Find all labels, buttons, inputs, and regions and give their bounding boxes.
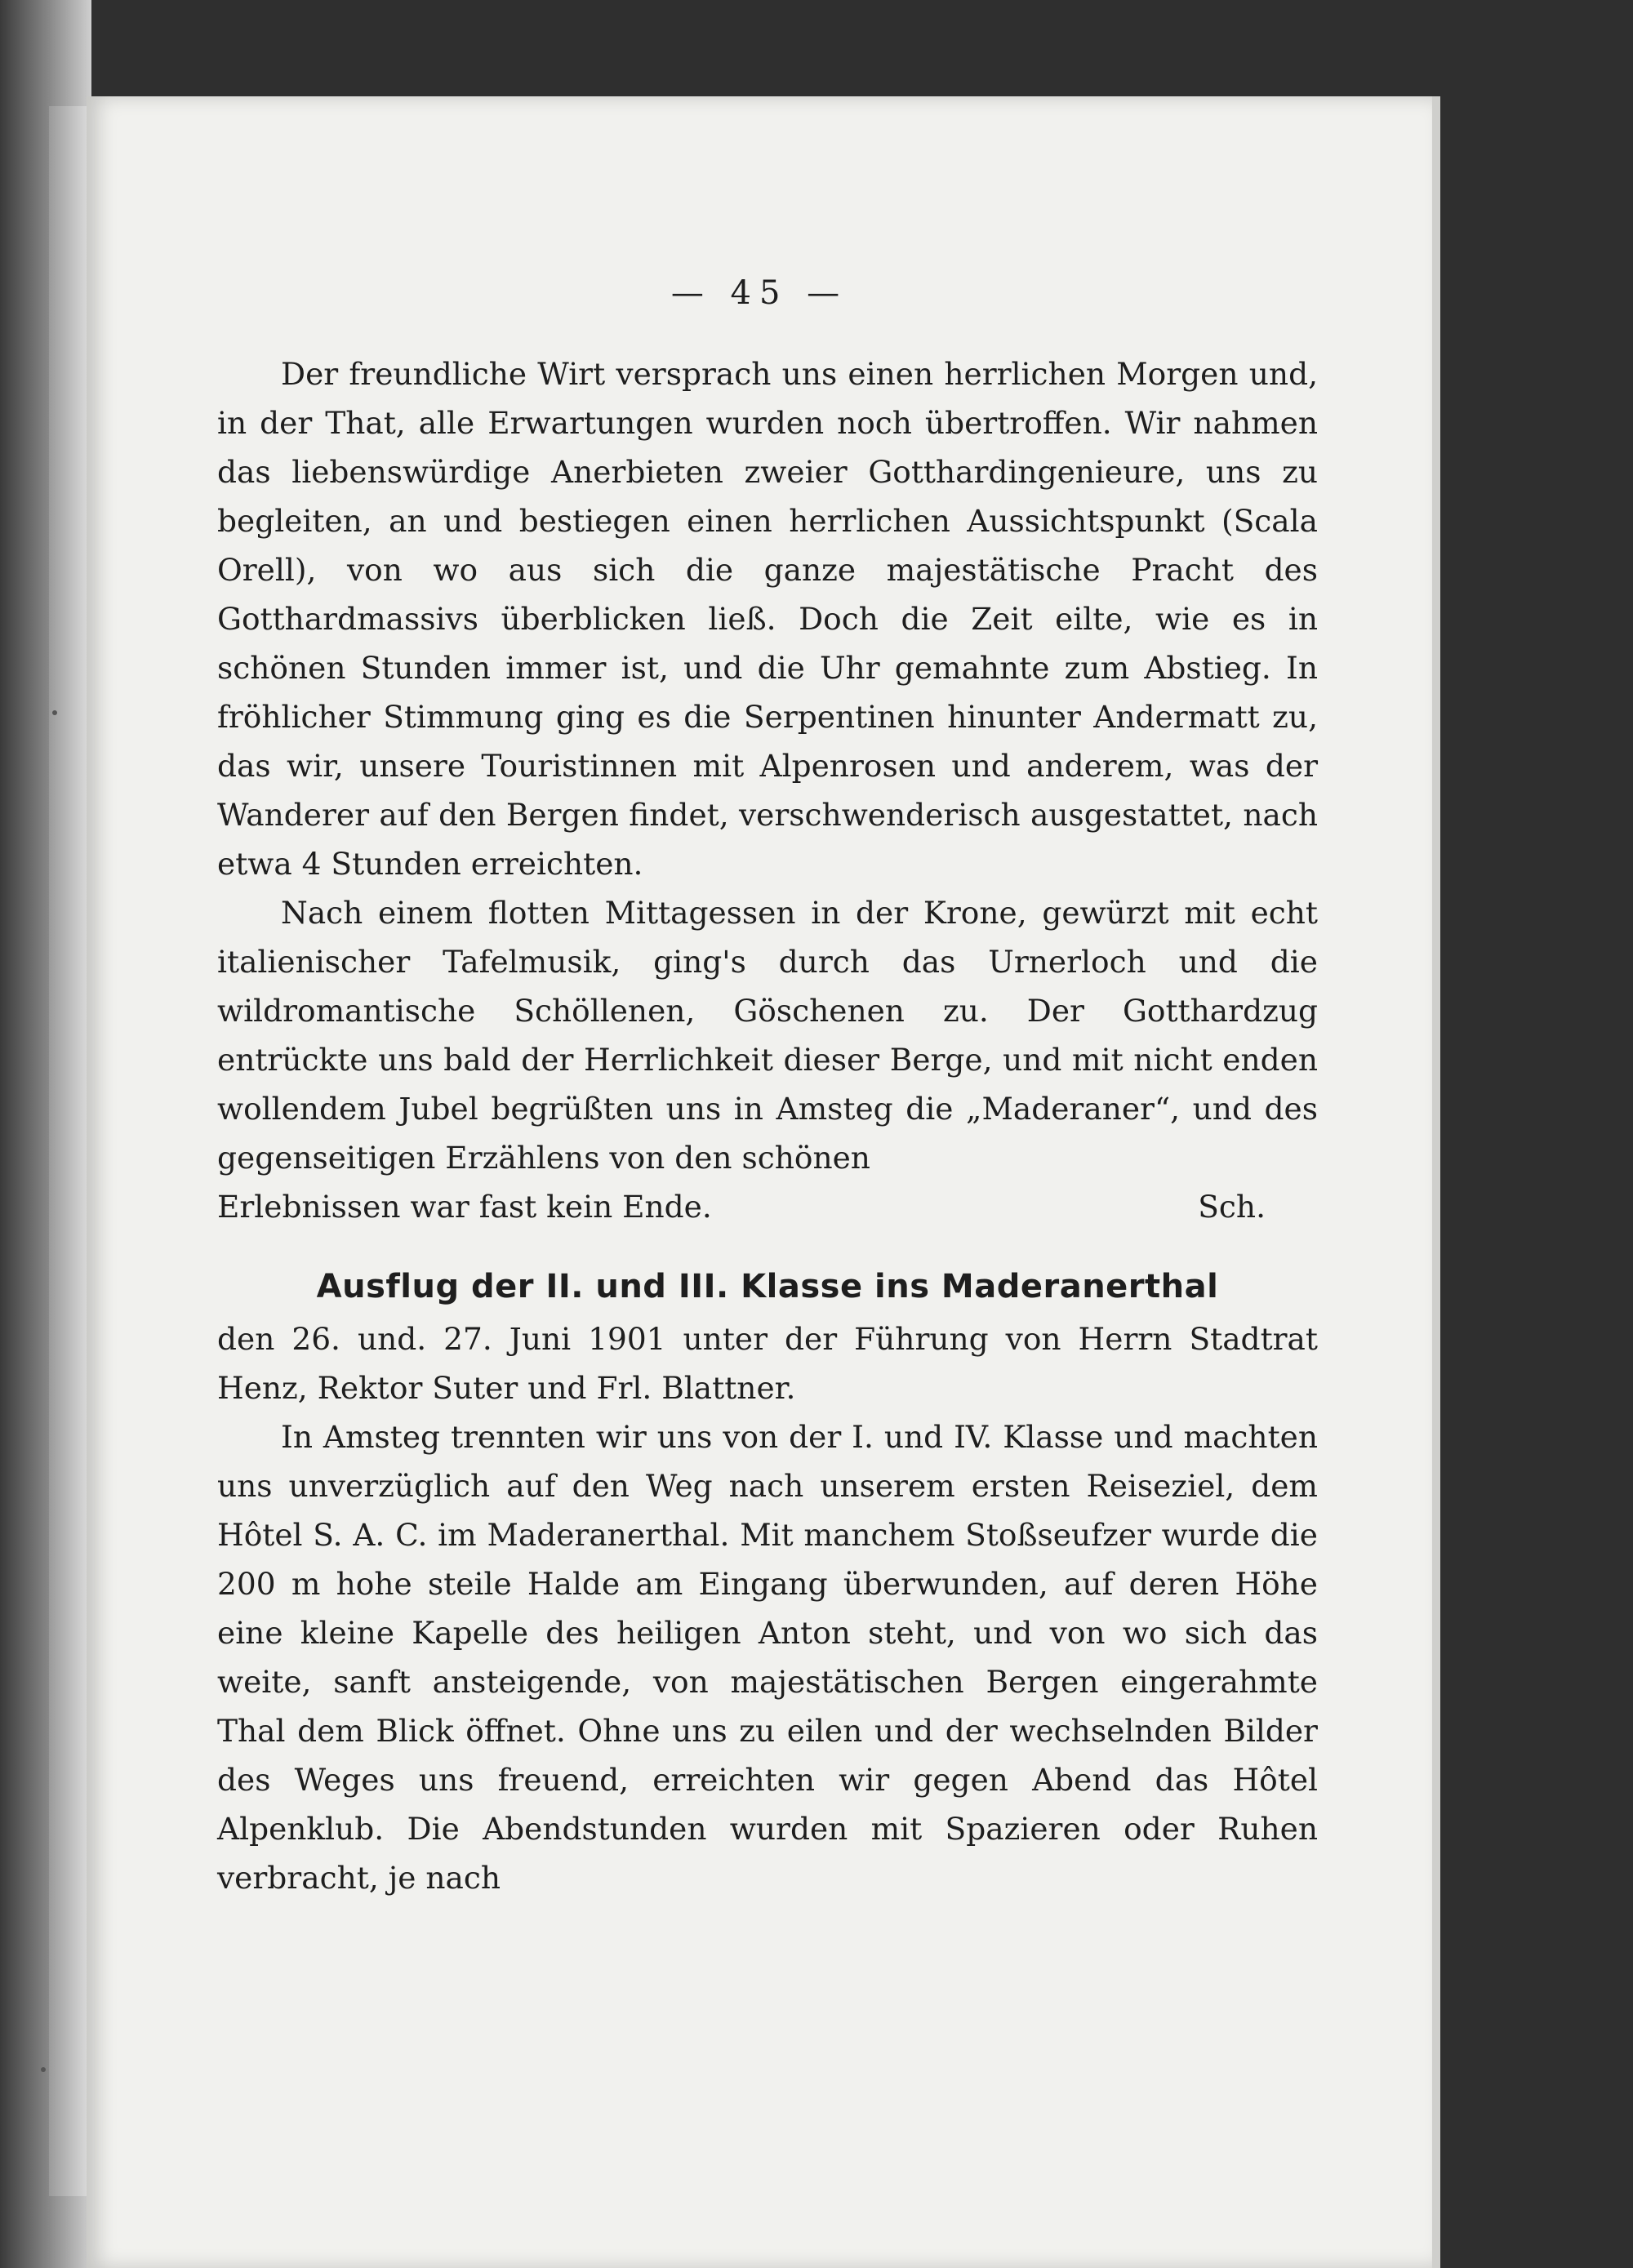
left-page-edge (49, 106, 91, 2196)
closing-text: Erlebnissen war fast kein Ende. (217, 1189, 712, 1225)
right-page-edge (1432, 96, 1440, 2268)
page-number: — 45 — (670, 274, 848, 312)
margin-speck (52, 710, 57, 715)
paragraph-maderanerthal: In Amsteg trennten wir uns von der I. und IV. Klasse und machten uns unverzüglich auf den Weg nach unserem ersten Reiseziel, dem Hôtel S. A. C. im Maderanerthal. Mit manchem Stoßseufzer wurde die 200 m hohe steile Halde am Eingang überwunden, auf deren Höhe eine kleine Kapelle des heiligen Anton steht, und von wo sich das weite, sanft ansteigende, von majestätischen Bergen eingerahmte Thal dem Blick öffnet. Ohne uns zu eilen und der wechselnden Bilder des Weges uns freuend, erreichten wir gegen Abend das Hôtel Alpenklub. Die Abendstunden wurden mit Spazieren oder Ruhen verbracht, je nach (217, 1419, 1318, 1896)
book-page (87, 96, 1432, 2268)
margin-speck (41, 2067, 46, 2072)
section-title: Ausflug der II. und III. Klasse ins Maderanerthal (316, 1268, 1219, 1305)
paragraph-closing-line (217, 1182, 1318, 1231)
paragraph-morning-ascent: Der freundliche Wirt versprach uns einen herrlichen Morgen und, in der That, alle Erwartungen wurden noch übertroffen. Wir nahmen das liebenswürdige Anerbieten zweier Gotthardingenieure, uns zu begleiten, an und bestiegen einen herrlichen Aussichtspunkt (Scala Orell), von wo aus sich die ganze majestätische Pracht des Gotthardmassivs überblicken ließ. Doch die Zeit eilte, wie es in schönen Stunden immer ist, und die Uhr gemahnte zum Abstieg. In fröhlicher Stimmung ging es die Serpentinen hinunter Andermatt zu, das wir, unsere Touristinnen mit Alpenrosen und anderem, was der Wanderer auf den Bergen findet, verschwenderisch ausgestattet, nach etwa 4 Stunden erreichten. (217, 356, 1318, 882)
paragraph-return-journey: Nach einem flotten Mittagessen in der Krone, gewürzt mit echt italienischer Tafelmusik, ging's durch das Urnerloch und die wildromantische Schöllenen, Göschenen zu. Der Gotthardzug entrückte uns bald der Herrlichkeit dieser Berge, und mit nicht enden wollendem Jubel begrüßten uns in Amsteg die „Maderaner“, und des gegenseitigen Erzählens von den schönen (217, 895, 1318, 1176)
page-body (217, 349, 1318, 1902)
section-subtitle: den 26. und. 27. Juni 1901 unter der Führung von Herrn Stadtrat Henz, Rektor Suter und Frl. Blattner. (217, 1321, 1318, 1406)
author-signature: Sch. (1198, 1189, 1266, 1225)
